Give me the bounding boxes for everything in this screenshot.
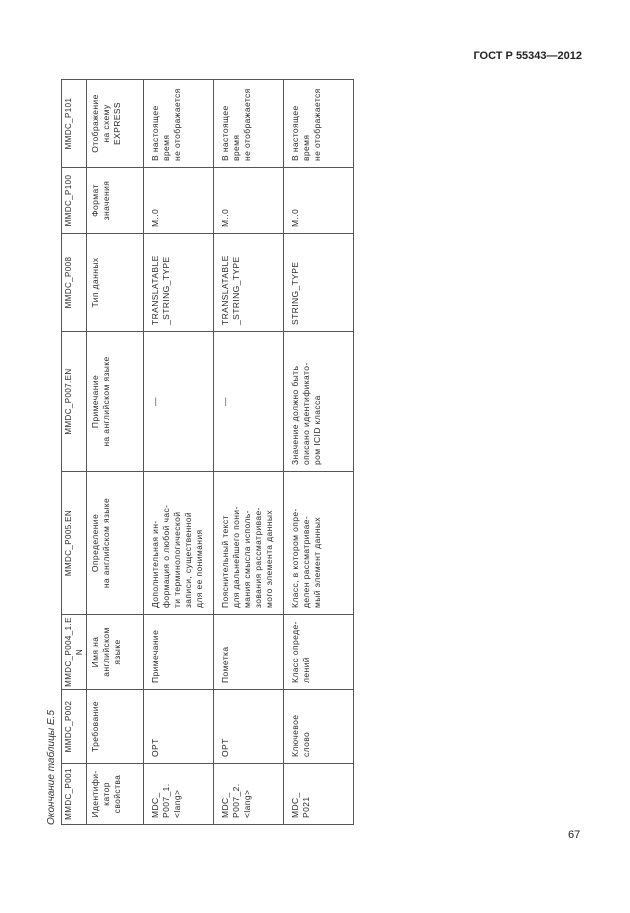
column-code: MMDC_P008	[62, 234, 87, 332]
table-cell: OPT	[214, 690, 284, 764]
page-number: 67	[568, 829, 581, 841]
table-cell: В настоящее время не отображается	[214, 80, 284, 168]
table-cell: MDC_ P021	[284, 764, 354, 825]
data-table	[61, 79, 354, 825]
table-cell: TRANSLATABLE _STRING_TYPE	[214, 234, 284, 332]
column-code: MMDC_P007.EN	[62, 332, 87, 472]
column-header: Примечание на английском языке	[87, 332, 144, 472]
dash: —	[150, 397, 160, 406]
document-code: ГОСТ Р 55343—2012	[473, 50, 582, 62]
table-cell: OPT	[144, 690, 214, 764]
table-cell: MDC_ P007_1. <lang>	[144, 764, 214, 825]
table-cell: TRANSLATABLE _STRING_TYPE	[144, 234, 214, 332]
table-cell: MDC_ P007_2. <lang>	[214, 764, 284, 825]
table-row	[214, 80, 284, 825]
table-cell: Ключевое слово	[284, 690, 354, 764]
column-header: Имя на английском языке	[87, 615, 144, 690]
table-cell: Пометка	[214, 615, 284, 690]
table-cell: В настоящее время не отображается	[144, 80, 214, 168]
table-cell: Класс, в котором опре- делен рассматривае- мый элемент данных	[284, 472, 354, 615]
column-header: Отображение на схему EXPRESS	[87, 80, 144, 168]
table-cell: В настоящее время не отображается	[284, 80, 354, 168]
column-header-row	[87, 80, 144, 825]
column-code-row	[62, 80, 87, 825]
table-cell: Значение должно быть описано идентификато- ром ICID класса	[284, 332, 354, 472]
table-cell: Пояснительный текст для дальнейшего пони- мания смысла исполь- зования рассматривае- мого элемента данных	[214, 472, 284, 615]
table-cell	[144, 332, 214, 472]
table-cell: M..0	[214, 168, 284, 234]
column-code: MMDC_P100	[62, 168, 87, 234]
column-header: Требование	[87, 690, 144, 764]
column-code: MMDC_P101	[62, 80, 87, 168]
rotated-table-area	[44, 80, 324, 825]
column-code: MMDC_P004_1.EN	[62, 615, 87, 690]
table-cell: Дополнительная ин- формация о любой час- ти терминологической записи, существенной для ее понимания	[144, 472, 214, 615]
table-cell: Примечание	[144, 615, 214, 690]
table-cell	[214, 332, 284, 472]
column-header: Тип данных	[87, 234, 144, 332]
table-caption: Окончание таблицы Е.5	[46, 710, 57, 825]
column-header: Формат значения	[87, 168, 144, 234]
table-row	[144, 80, 214, 825]
table-cell: M..0	[284, 168, 354, 234]
column-code: MMDC_P002	[62, 690, 87, 764]
column-code: MMDC_P005.EN	[62, 472, 87, 615]
column-code: MMDC_P001	[62, 764, 87, 825]
table-row	[284, 80, 354, 825]
column-header: Идентифи- катор свойства	[87, 764, 144, 825]
column-header: Определение на английском языке	[87, 472, 144, 615]
dash: —	[220, 397, 230, 406]
table-cell: STRING_TYPE	[284, 234, 354, 332]
table-cell: M..0	[144, 168, 214, 234]
table-cell: Класс опреде- лений	[284, 615, 354, 690]
